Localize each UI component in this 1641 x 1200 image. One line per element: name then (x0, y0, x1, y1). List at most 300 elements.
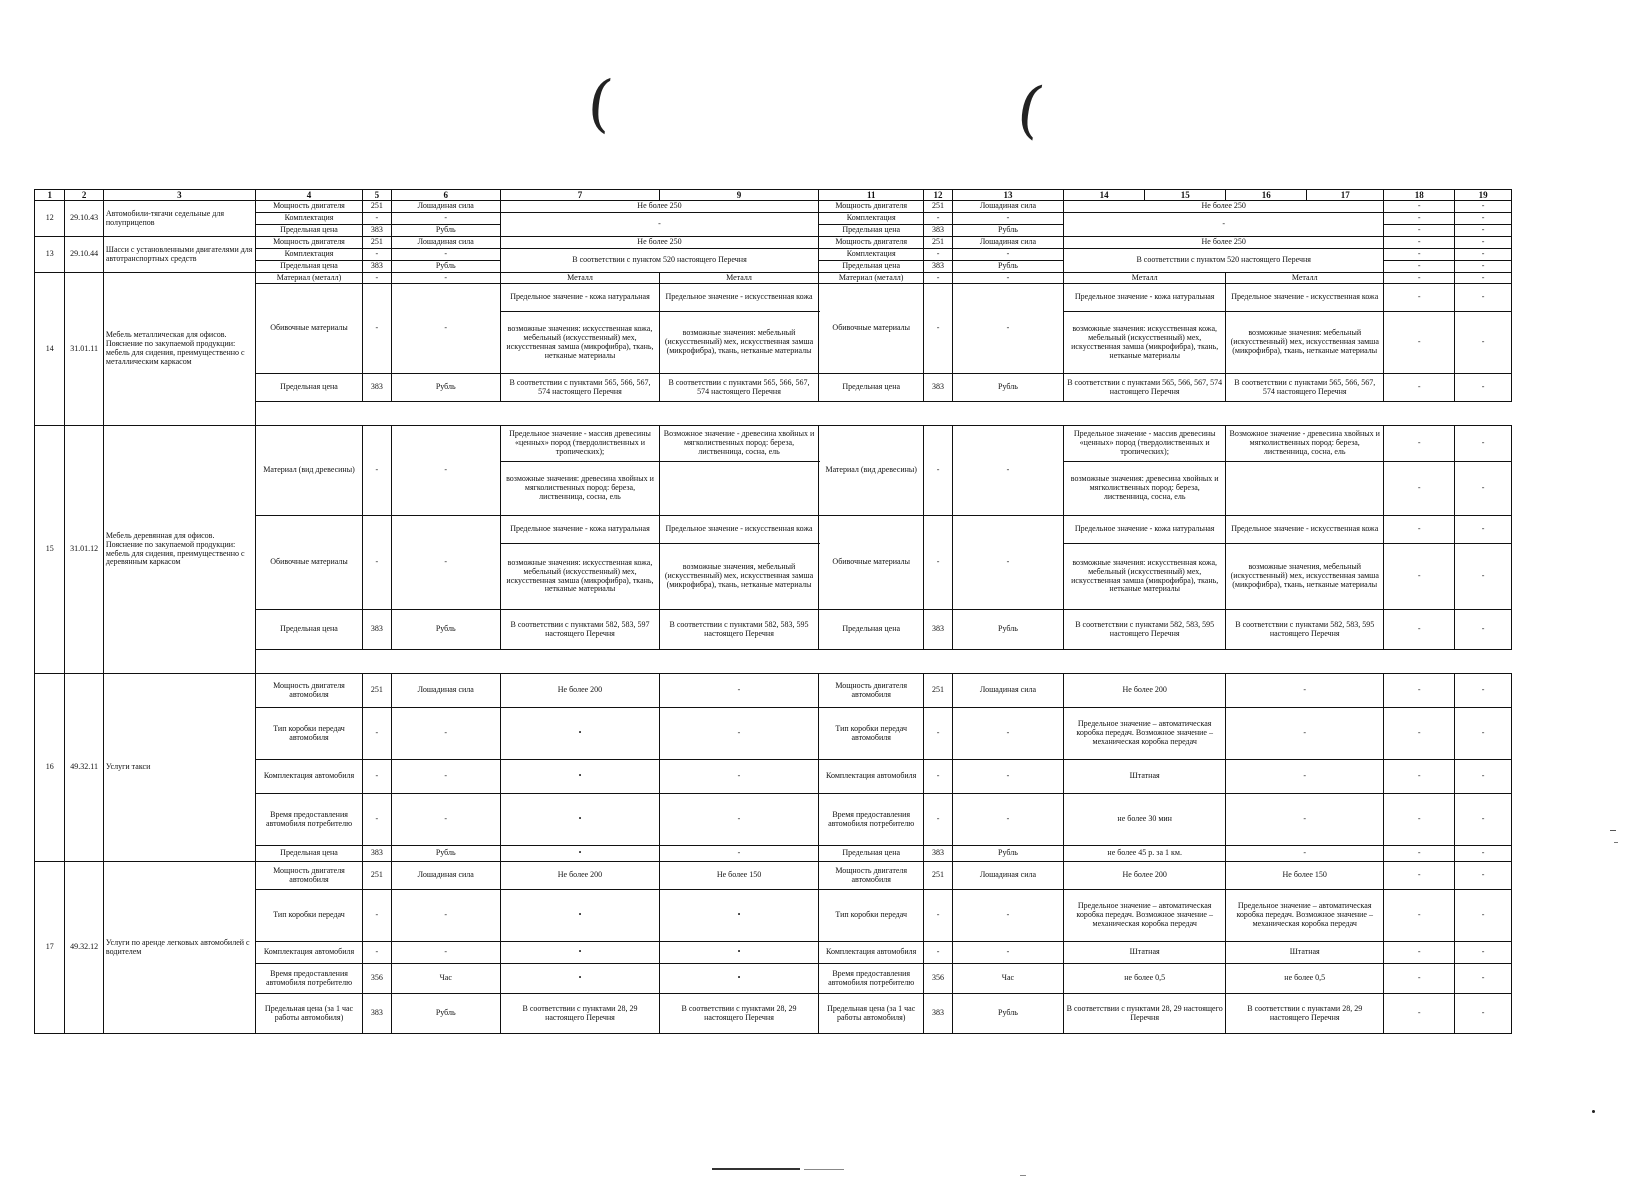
okei-code: - (363, 794, 391, 846)
value-cell: В соответствии с пунктом 520 настоящего Перечня (500, 249, 818, 273)
col-header-3: 3 (103, 190, 255, 201)
value-cell: - (660, 708, 819, 760)
unit-name: Рубль (391, 374, 500, 402)
value-cell: не более 30 мин (1064, 794, 1226, 846)
col-header-19: 19 (1455, 190, 1512, 201)
value-cell: - (1384, 213, 1455, 225)
table-row (35, 249, 1512, 261)
value-cell: • (500, 760, 659, 794)
okei-code: - (924, 249, 952, 261)
okei-code: 356 (924, 964, 952, 994)
value-cell: - (1384, 846, 1455, 862)
unit-name: - (952, 708, 1063, 760)
characteristic: Тип коробки передач (255, 890, 362, 942)
row-number: 16 (35, 674, 65, 862)
value-cell (1226, 462, 1384, 516)
value-cell: - (1064, 213, 1384, 237)
value-cell: - (1384, 674, 1455, 708)
table-row (35, 213, 1512, 225)
value-cell: Не более 250 (500, 201, 818, 213)
characteristic: Комплектация автомобиля (819, 942, 924, 964)
value-cell: - (1226, 760, 1384, 794)
value-cell: - (660, 794, 819, 846)
table-row (35, 674, 1512, 708)
characteristic: Мощность двигателя (255, 201, 362, 213)
value-cell: • (500, 794, 659, 846)
value-cell: В соответствии с пунктами 28, 29 настоящего Перечня (1064, 994, 1226, 1034)
table-row-spacer (35, 650, 1512, 674)
value-cell: - (1226, 674, 1384, 708)
unit-name: - (391, 284, 500, 374)
unit-name: - (952, 249, 1063, 261)
okei-code: - (924, 794, 952, 846)
characteristic: Мощность двигателя автомобиля (255, 674, 362, 708)
unit-name: Рубль (952, 610, 1063, 650)
unit-name: - (952, 942, 1063, 964)
scan-line (712, 1168, 800, 1170)
okei-code: - (363, 708, 391, 760)
okei-code: - (363, 249, 391, 261)
value-cell: - (1455, 964, 1512, 994)
value-cell: - (1455, 760, 1512, 794)
value-cell: - (1455, 201, 1512, 213)
okei-code: 251 (363, 862, 391, 890)
value-cell: В соответствии с пунктами 565, 566, 567, 574 настоящего Перечня (500, 374, 659, 402)
unit-name: - (391, 516, 500, 610)
table-row (35, 374, 1512, 402)
okei-code: 251 (363, 674, 391, 708)
value-cell: - (1384, 794, 1455, 846)
table-row (35, 794, 1512, 846)
okei-code: - (363, 760, 391, 794)
table-row (35, 846, 1512, 862)
scan-speck (1020, 1175, 1026, 1176)
value-cell: Металл (1064, 273, 1226, 284)
unit-name: - (391, 213, 500, 225)
value-cell: Предельное значение - кожа натуральная (1064, 516, 1226, 544)
col-header-4: 4 (255, 190, 362, 201)
okei-code: - (363, 284, 391, 374)
okei-code: 383 (924, 374, 952, 402)
unit-name: Лошадиная сила (391, 237, 500, 249)
value-cell: возможные значения: искусственная кожа, мебельный (искусственный) мех, искусственная замша (микрофибра), ткань, нетканые материалы (500, 544, 659, 610)
value-cell: - (1455, 994, 1512, 1034)
unit-name: - (391, 760, 500, 794)
unit-name: Рубль (391, 610, 500, 650)
table-row (35, 942, 1512, 964)
table-row (35, 284, 1512, 312)
characteristic: Комплектация автомобиля (255, 760, 362, 794)
okei-code: 383 (363, 374, 391, 402)
okei-code: - (924, 942, 952, 964)
value-cell: - (1455, 284, 1512, 312)
value-cell: - (1455, 225, 1512, 237)
value-cell: - (1455, 237, 1512, 249)
value-cell: Предельное значение - кожа натуральная (500, 516, 659, 544)
value-cell: Предельное значение - искусственная кожа (1226, 284, 1384, 312)
value-cell: - (1384, 273, 1455, 284)
value-cell: - (1226, 846, 1384, 862)
unit-name: Лошадиная сила (391, 674, 500, 708)
value-cell: Не более 150 (1226, 862, 1384, 890)
characteristic: Комплектация автомобиля (819, 760, 924, 794)
value-cell: - (1384, 284, 1455, 312)
row-number: 15 (35, 426, 65, 674)
value-cell: - (1384, 426, 1455, 462)
scan-line (804, 1169, 844, 1170)
value-cell: Предельное значение - искусственная кожа (1226, 516, 1384, 544)
value-cell: не более 45 р. за 1 км. (1064, 846, 1226, 862)
row-number: 13 (35, 237, 65, 273)
col-header-18: 18 (1384, 190, 1455, 201)
col-header-9: 9 (660, 190, 819, 201)
value-cell: - (1384, 610, 1455, 650)
value-cell: • (660, 890, 819, 942)
okei-code: 383 (363, 846, 391, 862)
characteristic: Предельная цена (255, 846, 362, 862)
unit-name: - (391, 249, 500, 261)
table-row (35, 237, 1512, 249)
value-cell: Не более 150 (660, 862, 819, 890)
value-cell: Металл (660, 273, 819, 284)
value-cell: В соответствии с пунктами 582, 583, 595 настоящего Перечня (1226, 610, 1384, 650)
okei-code: - (924, 273, 952, 284)
col-header-16: 16 (1226, 190, 1307, 201)
header-row (35, 190, 1512, 201)
characteristic: Время предоставления автомобиля потребителю (255, 964, 362, 994)
unit-name: Час (391, 964, 500, 994)
value-cell: - (1384, 516, 1455, 544)
value-cell: - (1455, 890, 1512, 942)
row-number: 12 (35, 201, 65, 237)
unit-name: Рубль (391, 225, 500, 237)
product-name: Шасси с установленными двигателями для автотранспортных средств (103, 237, 255, 273)
value-cell: - (1455, 374, 1512, 402)
value-cell: Предельное значение - кожа натуральная (500, 284, 659, 312)
okei-code: - (363, 273, 391, 284)
okei-code: - (363, 890, 391, 942)
value-cell: В соответствии с пунктами 28, 29 настоящего Перечня (1226, 994, 1384, 1034)
unit-name: - (952, 213, 1063, 225)
value-cell: - (1384, 225, 1455, 237)
scan-speck (1610, 830, 1616, 831)
product-name: Мебель металлическая для офисов. Пояснение по закупаемой продукции: мебель для сидения, преимущественно с металлическим каркасом (103, 273, 255, 426)
characteristic: Тип коробки передач (819, 890, 924, 942)
characteristic: Предельная цена (255, 261, 362, 273)
value-cell: - (1455, 610, 1512, 650)
value-cell: - (1384, 964, 1455, 994)
value-cell: В соответствии с пунктами 565, 566, 567, 574 настоящего Перечня (660, 374, 819, 402)
value-cell: Не более 200 (500, 674, 659, 708)
characteristic: Комплектация автомобиля (255, 942, 362, 964)
unit-name: - (952, 890, 1063, 942)
value-cell: Штатная (1064, 760, 1226, 794)
value-cell: Предельное значение - искусственная кожа (660, 284, 819, 312)
characteristic: Материал (вид древесины) (819, 426, 924, 516)
value-cell: - (1384, 249, 1455, 261)
okpd-code: 31.01.11 (65, 273, 103, 426)
value-cell: - (1384, 942, 1455, 964)
characteristic: Комплектация (255, 213, 362, 225)
okei-code: 383 (924, 610, 952, 650)
characteristic: Обивочные материалы (255, 516, 362, 610)
okei-code: - (924, 426, 952, 516)
value-cell: Не более 200 (1064, 862, 1226, 890)
okei-code: - (924, 708, 952, 760)
value-cell: - (1384, 544, 1455, 610)
characteristic: Предельная цена (819, 610, 924, 650)
value-cell: Возможное значение - древесина хвойных и мягколиственных пород: береза, лиственница, сосна, ель (1226, 426, 1384, 462)
unit-name: - (391, 426, 500, 516)
okpd-code: 29.10.43 (65, 201, 103, 237)
okpd-code: 31.01.12 (65, 426, 103, 674)
unit-name: Рубль (391, 846, 500, 862)
value-cell: Металл (1226, 273, 1384, 284)
unit-name: Лошадиная сила (952, 674, 1063, 708)
unit-name: - (952, 284, 1063, 374)
value-cell: - (1455, 794, 1512, 846)
value-cell: Возможное значение - древесина хвойных и мягколиственных пород: береза, лиственница, сосна, ель (660, 426, 819, 462)
unit-name: Лошадиная сила (391, 201, 500, 213)
unit-name: Рубль (952, 225, 1063, 237)
unit-name: - (391, 794, 500, 846)
okei-code: - (363, 426, 391, 516)
value-cell: - (1384, 237, 1455, 249)
col-header-15: 15 (1145, 190, 1226, 201)
value-cell: - (1455, 846, 1512, 862)
unit-name: - (391, 890, 500, 942)
okei-code: 251 (924, 674, 952, 708)
value-cell: - (1455, 942, 1512, 964)
value-cell: - (1455, 674, 1512, 708)
value-cell: Предельное значение – автоматическая коробка передач. Возможное значение – механическая коробка передач (1064, 890, 1226, 942)
table-row (35, 708, 1512, 760)
value-cell: • (500, 890, 659, 942)
value-cell: - (660, 674, 819, 708)
value-cell: - (1226, 794, 1384, 846)
okei-code: 383 (924, 846, 952, 862)
value-cell: - (1455, 261, 1512, 273)
value-cell: Не более 200 (1064, 674, 1226, 708)
table-row (35, 964, 1512, 994)
characteristic: Предельная цена (255, 610, 362, 650)
product-name: Автомобили-тягачи седельные для полуприцепов (103, 201, 255, 237)
value-cell: Предельное значение – автоматическая коробка передач. Возможное значение – механическая коробка передач (1064, 708, 1226, 760)
value-cell: • (500, 942, 659, 964)
characteristic: Обивочные материалы (819, 284, 924, 374)
table-row (35, 273, 1512, 284)
value-cell: - (1455, 544, 1512, 610)
unit-name: Лошадиная сила (952, 237, 1063, 249)
col-header-12: 12 (924, 190, 952, 201)
table-row (35, 994, 1512, 1034)
value-cell: • (500, 964, 659, 994)
value-cell: - (1384, 994, 1455, 1034)
characteristic: Мощность двигателя (255, 237, 362, 249)
value-cell: возможные значения: древесина хвойных и мягколиственных пород: береза, лиственница, сосна, ель (500, 462, 659, 516)
value-cell: • (500, 708, 659, 760)
col-header-1: 1 (35, 190, 65, 201)
value-cell: возможные значения: искусственная кожа, мебельный (искусственный) мех, искусственная замша (микрофибра), ткань, нетканые материалы (1064, 312, 1226, 374)
value-cell: не более 0,5 (1226, 964, 1384, 994)
characteristic: Комплектация (255, 249, 362, 261)
value-cell: Не более 250 (500, 237, 818, 249)
value-cell: - (1455, 462, 1512, 516)
table-row (35, 760, 1512, 794)
characteristic: Время предоставления автомобиля потребителю (255, 794, 362, 846)
value-cell: Предельное значение - искусственная кожа (660, 516, 819, 544)
table-row-spacer (35, 402, 1512, 426)
col-header-5: 5 (363, 190, 391, 201)
okei-code: - (924, 890, 952, 942)
okei-code: 251 (363, 237, 391, 249)
characteristic: Комплектация (819, 213, 924, 225)
row-number: 14 (35, 273, 65, 426)
characteristic: Предельная цена (819, 225, 924, 237)
unit-name: - (391, 708, 500, 760)
unit-name: - (952, 516, 1063, 610)
unit-name: Час (952, 964, 1063, 994)
value-cell: Предельное значение - массив древесины «ценных» пород (твердолиственных и тропических); (500, 426, 659, 462)
characteristic: Предельная цена (819, 261, 924, 273)
unit-name: Лошадиная сила (391, 862, 500, 890)
okpd-code: 49.32.11 (65, 674, 103, 862)
value-cell: • (660, 964, 819, 994)
okei-code: 251 (924, 237, 952, 249)
unit-name: Рубль (952, 374, 1063, 402)
okei-code: - (924, 760, 952, 794)
unit-name: Рубль (952, 261, 1063, 273)
unit-name: Лошадиная сила (952, 201, 1063, 213)
value-cell: • (500, 846, 659, 862)
value-cell: В соответствии с пунктом 520 настоящего Перечня (1064, 249, 1384, 273)
characteristic: Предельная цена (за 1 час работы автомобиля) (255, 994, 362, 1034)
handwritten-parenthesis-left: ( (584, 64, 616, 141)
value-cell: В соответствии с пунктами 565, 566, 567, 574 настоящего Перечня (1064, 374, 1226, 402)
value-cell: - (1384, 261, 1455, 273)
row-number: 17 (35, 862, 65, 1034)
col-header-6: 6 (391, 190, 500, 201)
value-cell: - (660, 846, 819, 862)
value-cell: - (1384, 708, 1455, 760)
value-cell: - (1384, 462, 1455, 516)
unit-name: - (391, 273, 500, 284)
value-cell: - (1384, 374, 1455, 402)
characteristic: Комплектация (819, 249, 924, 261)
scan-speck (1592, 1110, 1595, 1113)
col-header-13: 13 (952, 190, 1063, 201)
characteristic: Материал (вид древесины) (255, 426, 362, 516)
value-cell: - (1455, 426, 1512, 462)
value-cell: Предельное значение – автоматическая коробка передач. Возможное значение – механическая коробка передач (1226, 890, 1384, 942)
value-cell: - (1384, 201, 1455, 213)
value-cell: - (1384, 862, 1455, 890)
table-row (35, 862, 1512, 890)
value-cell: - (1455, 862, 1512, 890)
value-cell: - (1455, 213, 1512, 225)
okei-code: - (924, 213, 952, 225)
value-cell: - (1455, 312, 1512, 374)
characteristic: Тип коробки передач автомобиля (819, 708, 924, 760)
okei-code: 356 (363, 964, 391, 994)
value-cell: - (500, 213, 818, 237)
value-cell: Предельное значение - массив древесины «ценных» пород (твердолиственных и тропических); (1064, 426, 1226, 462)
characteristic: Предельная цена (819, 374, 924, 402)
table-row (35, 201, 1512, 213)
value-cell: В соответствии с пунктами 28, 29 настоящего Перечня (500, 994, 659, 1034)
characteristic: Предельная цена (за 1 час работы автомобиля) (819, 994, 924, 1034)
characteristic: Материал (металл) (819, 273, 924, 284)
okei-code: 383 (924, 994, 952, 1034)
value-cell: - (1384, 760, 1455, 794)
okpd-code: 29.10.44 (65, 237, 103, 273)
value-cell: - (660, 760, 819, 794)
characteristic: Мощность двигателя (819, 237, 924, 249)
product-name: Услуги такси (103, 674, 255, 862)
col-header-14: 14 (1064, 190, 1145, 201)
value-cell: - (1455, 516, 1512, 544)
col-header-2: 2 (65, 190, 103, 201)
value-cell: возможные значения, мебельный (искусственный) мех, искусственная замша (микрофибра), ткань, нетканые материалы (660, 544, 819, 610)
okei-code: 383 (924, 225, 952, 237)
value-cell: В соответствии с пунктами 582, 583, 597 настоящего Перечня (500, 610, 659, 650)
value-cell: Не более 200 (500, 862, 659, 890)
requirements-table (34, 189, 1512, 1034)
okei-code: 251 (363, 201, 391, 213)
okei-code: - (924, 516, 952, 610)
unit-name: - (391, 942, 500, 964)
value-cell: возможные значения: искусственная кожа, мебельный (искусственный) мех, искусственная замша (микрофибра), ткань, нетканые материалы (1064, 544, 1226, 610)
value-cell: возможные значения: искусственная кожа, мебельный (искусственный) мех, искусственная замша (микрофибра), ткань, нетканые материалы (500, 312, 659, 374)
okei-code: 383 (924, 261, 952, 273)
value-cell: - (1455, 273, 1512, 284)
value-cell: - (1455, 708, 1512, 760)
characteristic: Предельная цена (819, 846, 924, 862)
table-row (35, 610, 1512, 650)
unit-name: - (952, 760, 1063, 794)
okei-code: - (363, 516, 391, 610)
characteristic: Мощность двигателя автомобиля (819, 674, 924, 708)
value-cell: В соответствии с пунктами 582, 583, 595 настоящего Перечня (660, 610, 819, 650)
characteristic: Мощность двигателя автомобиля (255, 862, 362, 890)
document-table-wrapper (34, 189, 1512, 1034)
value-cell: возможные значения: мебельный (искусственный) мех, искусственная замша (микрофибра), ткань, нетканые материалы (660, 312, 819, 374)
okei-code: 383 (363, 610, 391, 650)
value-cell: В соответствии с пунктами 582, 583, 595 настоящего Перечня (1064, 610, 1226, 650)
value-cell: Не более 250 (1064, 201, 1384, 213)
characteristic: Мощность двигателя (819, 201, 924, 213)
okpd-code: 49.32.12 (65, 862, 103, 1034)
value-cell: возможные значения, мебельный (искусственный) мех, искусственная замша (микрофибра), ткань, нетканые материалы (1226, 544, 1384, 610)
value-cell: - (1226, 708, 1384, 760)
value-cell: возможные значения: древесина хвойных и мягколиственных пород: береза, лиственница, сосна, ель (1064, 462, 1226, 516)
value-cell (660, 462, 819, 516)
table-row (35, 426, 1512, 462)
characteristic: Обивочные материалы (819, 516, 924, 610)
unit-name: Рубль (391, 994, 500, 1034)
okei-code: 383 (363, 261, 391, 273)
value-cell: - (1384, 312, 1455, 374)
characteristic: Время предоставления автомобиля потребителю (819, 964, 924, 994)
characteristic: Тип коробки передач автомобиля (255, 708, 362, 760)
okei-code: 383 (363, 994, 391, 1034)
unit-name: - (952, 273, 1063, 284)
value-cell: В соответствии с пунктами 565, 566, 567, 574 настоящего Перечня (1226, 374, 1384, 402)
col-header-7: 7 (500, 190, 659, 201)
value-cell: Предельное значение - кожа натуральная (1064, 284, 1226, 312)
unit-name: Рубль (391, 261, 500, 273)
okei-code: 251 (924, 201, 952, 213)
